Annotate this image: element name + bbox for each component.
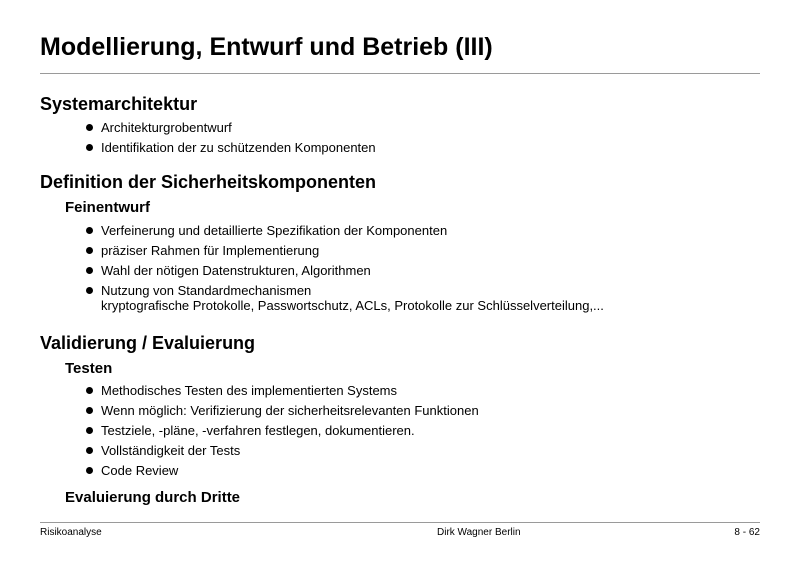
subheading-feinentwurf: Feinentwurf — [65, 199, 150, 216]
list-item: Identifikation der zu schützenden Komponenten — [40, 140, 760, 156]
list-item: Architekturgrobentwurf — [40, 120, 760, 136]
footer-left: Risikoanalyse — [40, 527, 102, 538]
section-heading-validierung: Validierung / Evaluierung — [40, 332, 256, 353]
list-item: Testziele, -pläne, -verfahren festlegen, dokumentieren. — [40, 423, 760, 439]
bullet-icon — [86, 267, 93, 274]
slide-content — [40, 93, 760, 508]
list-systemarchitektur — [40, 120, 760, 156]
subheading-testen: Testen — [65, 359, 113, 377]
list-item: Wenn möglich: Verifizierung der sicherheitsrelevanten Funktionen — [40, 403, 760, 419]
bullet-icon — [86, 467, 93, 474]
slide-title: Modellierung, Entwurf und Betrieb (III) — [40, 33, 493, 61]
list-item: Nutzung von Standardmechanismen kryptografische Protokolle, Passwortschutz, ACLs, Protokolle zur Schlüsselverteilung,... — [40, 283, 760, 314]
list-item: präziser Rahmen für Implementierung — [40, 243, 760, 259]
list-testen — [40, 383, 760, 479]
bullet-icon — [86, 447, 93, 454]
bullet-icon — [86, 144, 93, 151]
bullet-icon — [86, 427, 93, 434]
section-heading-systemarchitektur: Systemarchitektur — [40, 94, 198, 114]
bullet-icon — [86, 287, 93, 294]
footer-author: Dirk Wagner Berlin — [437, 527, 521, 538]
bullet-icon — [86, 247, 93, 254]
list-item: Code Review — [40, 463, 760, 479]
section-heading-sicherheitskomponenten: Definition der Sicherheitskomponenten — [40, 172, 377, 192]
bullet-icon — [86, 387, 93, 394]
page-number: 8 - 62 — [734, 527, 760, 538]
bullet-icon — [86, 124, 93, 131]
list-feinentwurf — [40, 223, 760, 314]
list-item: Wahl der nötigen Datenstrukturen, Algorithmen — [40, 263, 760, 279]
title-divider — [40, 73, 760, 74]
list-item: Methodisches Testen des implementierten Systems — [40, 383, 760, 399]
list-item: Verfeinerung und detaillierte Spezifikation der Komponenten — [40, 223, 760, 239]
subheading-evaluierung-durch-dritte: Evaluierung durch Dritte — [65, 488, 241, 506]
bullet-icon — [86, 227, 93, 234]
bullet-icon — [86, 407, 93, 414]
list-item: Vollständigkeit der Tests — [40, 443, 760, 459]
footer-divider — [40, 522, 760, 523]
